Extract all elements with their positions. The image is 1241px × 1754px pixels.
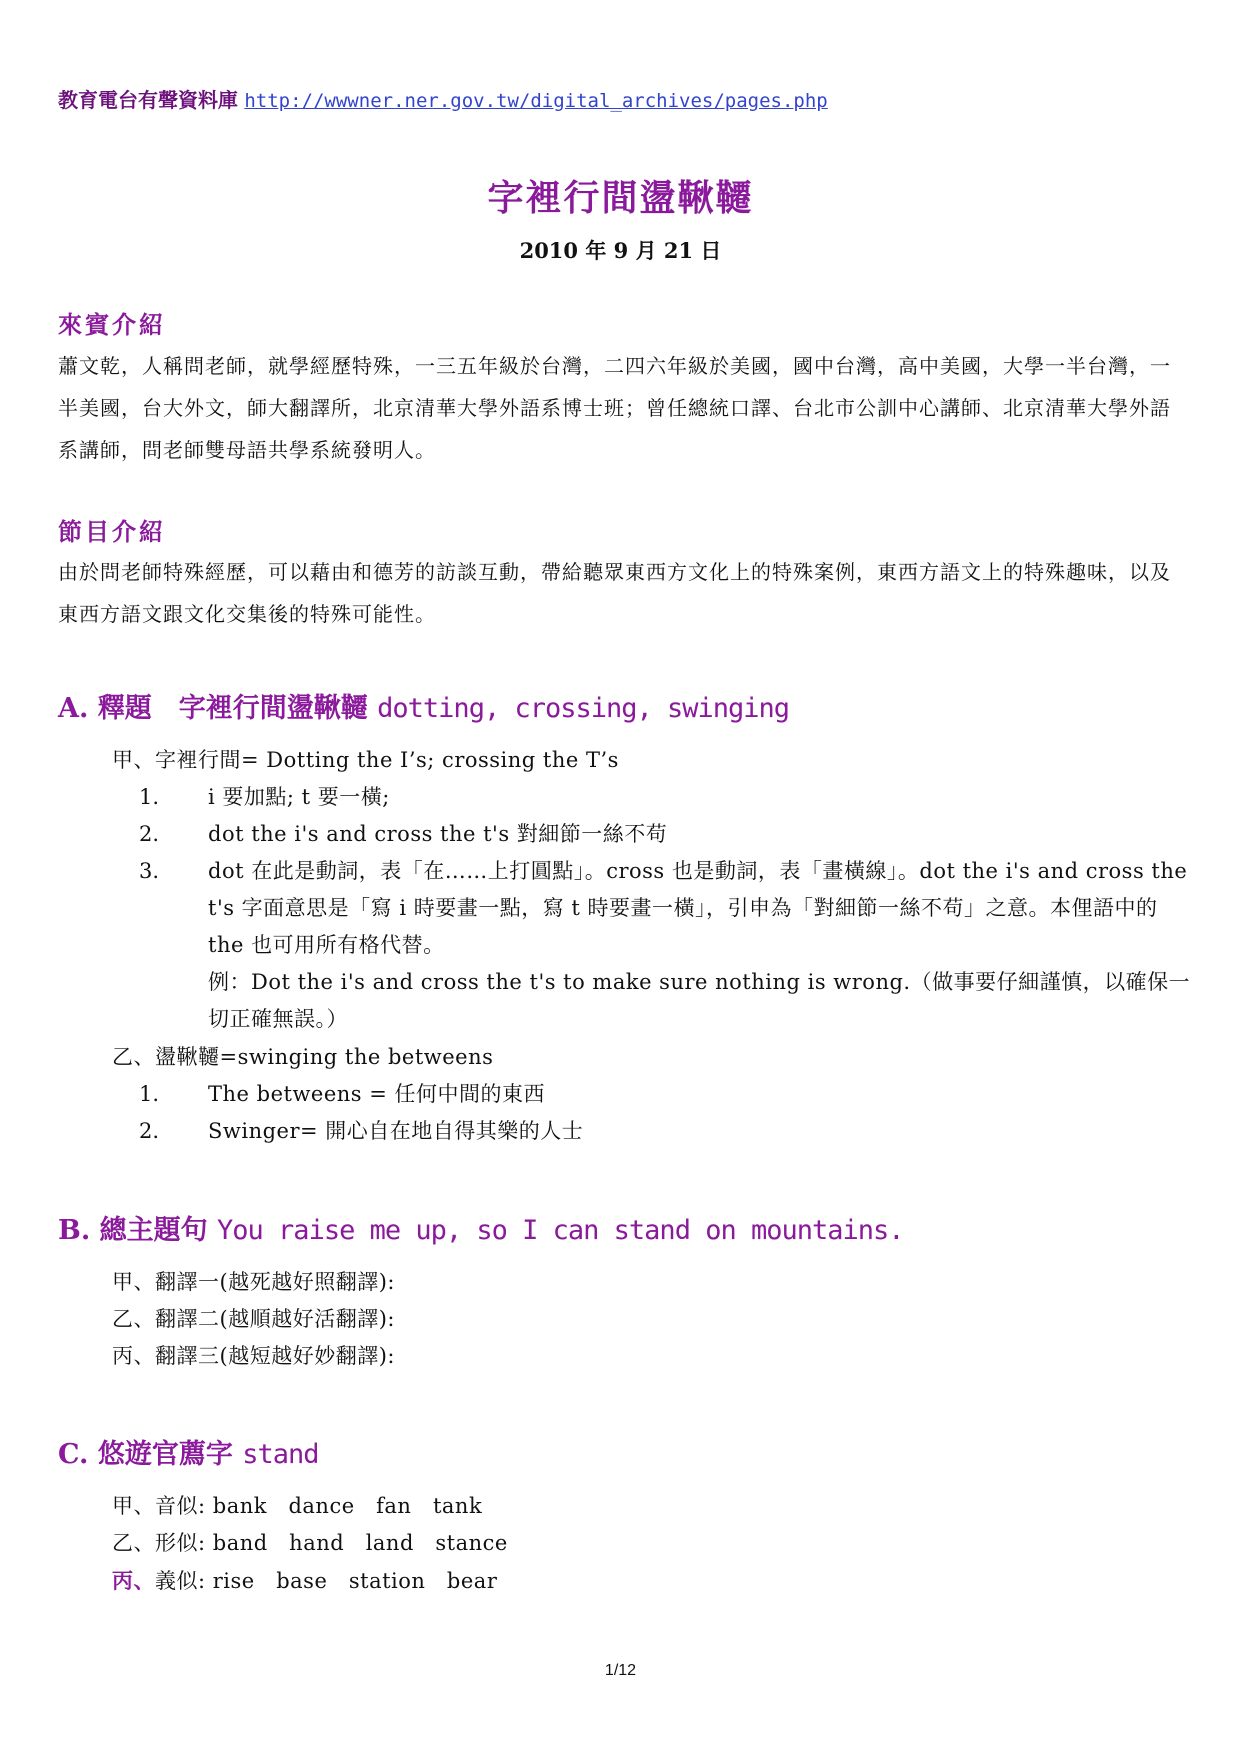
section-c-heading <box>58 1432 319 1471</box>
list-number: 1. <box>139 1082 160 1106</box>
item-prefix: 乙、 <box>112 1531 155 1555</box>
list-item: Swinger= 開心自在地自得其樂的人士 <box>208 1119 584 1143</box>
section-b-heading-en: You raise me up, so I can stand on mountains. <box>217 1215 904 1246</box>
list-number: 3. <box>139 859 160 883</box>
page-number: 1/12 <box>604 1662 637 1679</box>
section-a-heading <box>58 686 789 725</box>
item-prefix: 甲、 <box>112 1494 155 1518</box>
section-b-heading <box>58 1208 904 1247</box>
section-b-heading-cn: B. 總主題句 <box>58 1215 208 1246</box>
program-heading: 節目介紹 <box>58 517 166 546</box>
list-item: 乙、翻譯二(越順越好活翻譯): <box>112 1307 395 1331</box>
section-a-heading-en: dotting, crossing, swinging <box>377 693 790 724</box>
list-item: dot 在此是動詞，表「在……上打圓點」。cross 也是動詞，表「畫橫線」。dot the i's and cross the t's 字面意思是「寫 i 時要畫一點，寫 t 時要畫一橫」，引申為「對細節一絲不苟」之意。本俚語中的 the 也可用所有格代替。 <box>208 859 1188 957</box>
section-c-heading-en: stand <box>242 1439 319 1470</box>
guest-text: 蕭文乾，人稱問老師，就學經歷特殊，一三五年級於台灣，二四六年級於美國，國中台灣，高中美國，大學一半台灣，一半美國，台大外文，師大翻譯所，北京清華大學外語系博士班；曾任總統口譯、台北市公訓中心講師、北京清華大學外語系講師，問老師雙母語共學系統發明人。 <box>58 354 1171 462</box>
section-c-heading-cn: C. 悠遊官薦字 <box>58 1439 233 1470</box>
section-a-jia: 甲、字裡行間= Dotting the I’s; crossing the T’s <box>112 748 619 772</box>
list-item <box>112 1525 508 1562</box>
list-number: 2. <box>139 822 160 846</box>
source-link[interactable]: http://wwwner.ner.gov.tw/digital_archives/pages.php <box>244 90 828 112</box>
example-sentence: 例：Dot the i's and cross the t's to make sure nothing is wrong.（做事要仔細謹慎，以確保一切正確無誤。） <box>208 970 1191 1031</box>
item-text: 義似: rise base station bear <box>155 1569 498 1593</box>
broadcast-date: 2010 年 9 月 21 日 <box>519 238 722 263</box>
list-number: 1. <box>139 785 160 809</box>
source-label: 教育電台有聲資料庫 <box>58 88 238 112</box>
list-item: 甲、翻譯一(越死越好照翻譯): <box>112 1270 395 1294</box>
list-number: 2. <box>139 1119 160 1143</box>
list-item: dot the i's and cross the t's 對細節一絲不苟 <box>208 822 668 846</box>
section-a-yi: 乙、盪鞦韆=swinging the betweens <box>112 1045 494 1069</box>
section-a-heading-cn: A. 釋題 字裡行間盪鞦韆 <box>58 693 368 724</box>
list-item: i 要加點; t 要一橫; <box>208 785 390 809</box>
list-item <box>112 1488 482 1525</box>
list-item: The betweens = 任何中間的東西 <box>208 1082 546 1106</box>
header <box>58 84 828 113</box>
list-item: 丙、翻譯三(越短越好妙翻譯): <box>112 1344 395 1368</box>
guest-heading: 來賓介紹 <box>58 310 166 339</box>
item-prefix: 丙、 <box>112 1568 155 1593</box>
item-text: 音似: bank dance fan tank <box>155 1494 483 1518</box>
program-text: 由於問老師特殊經歷，可以藉由和德芳的訪談互動，帶給聽眾東西方文化上的特殊案例，東西方語文上的特殊趣味，以及東西方語文跟文化交集後的特殊可能性。 <box>58 560 1171 626</box>
list-item <box>112 1562 497 1600</box>
page-title: 字裡行間盪鞦韆 <box>487 177 754 219</box>
item-text: 形似: band hand land stance <box>155 1531 508 1555</box>
